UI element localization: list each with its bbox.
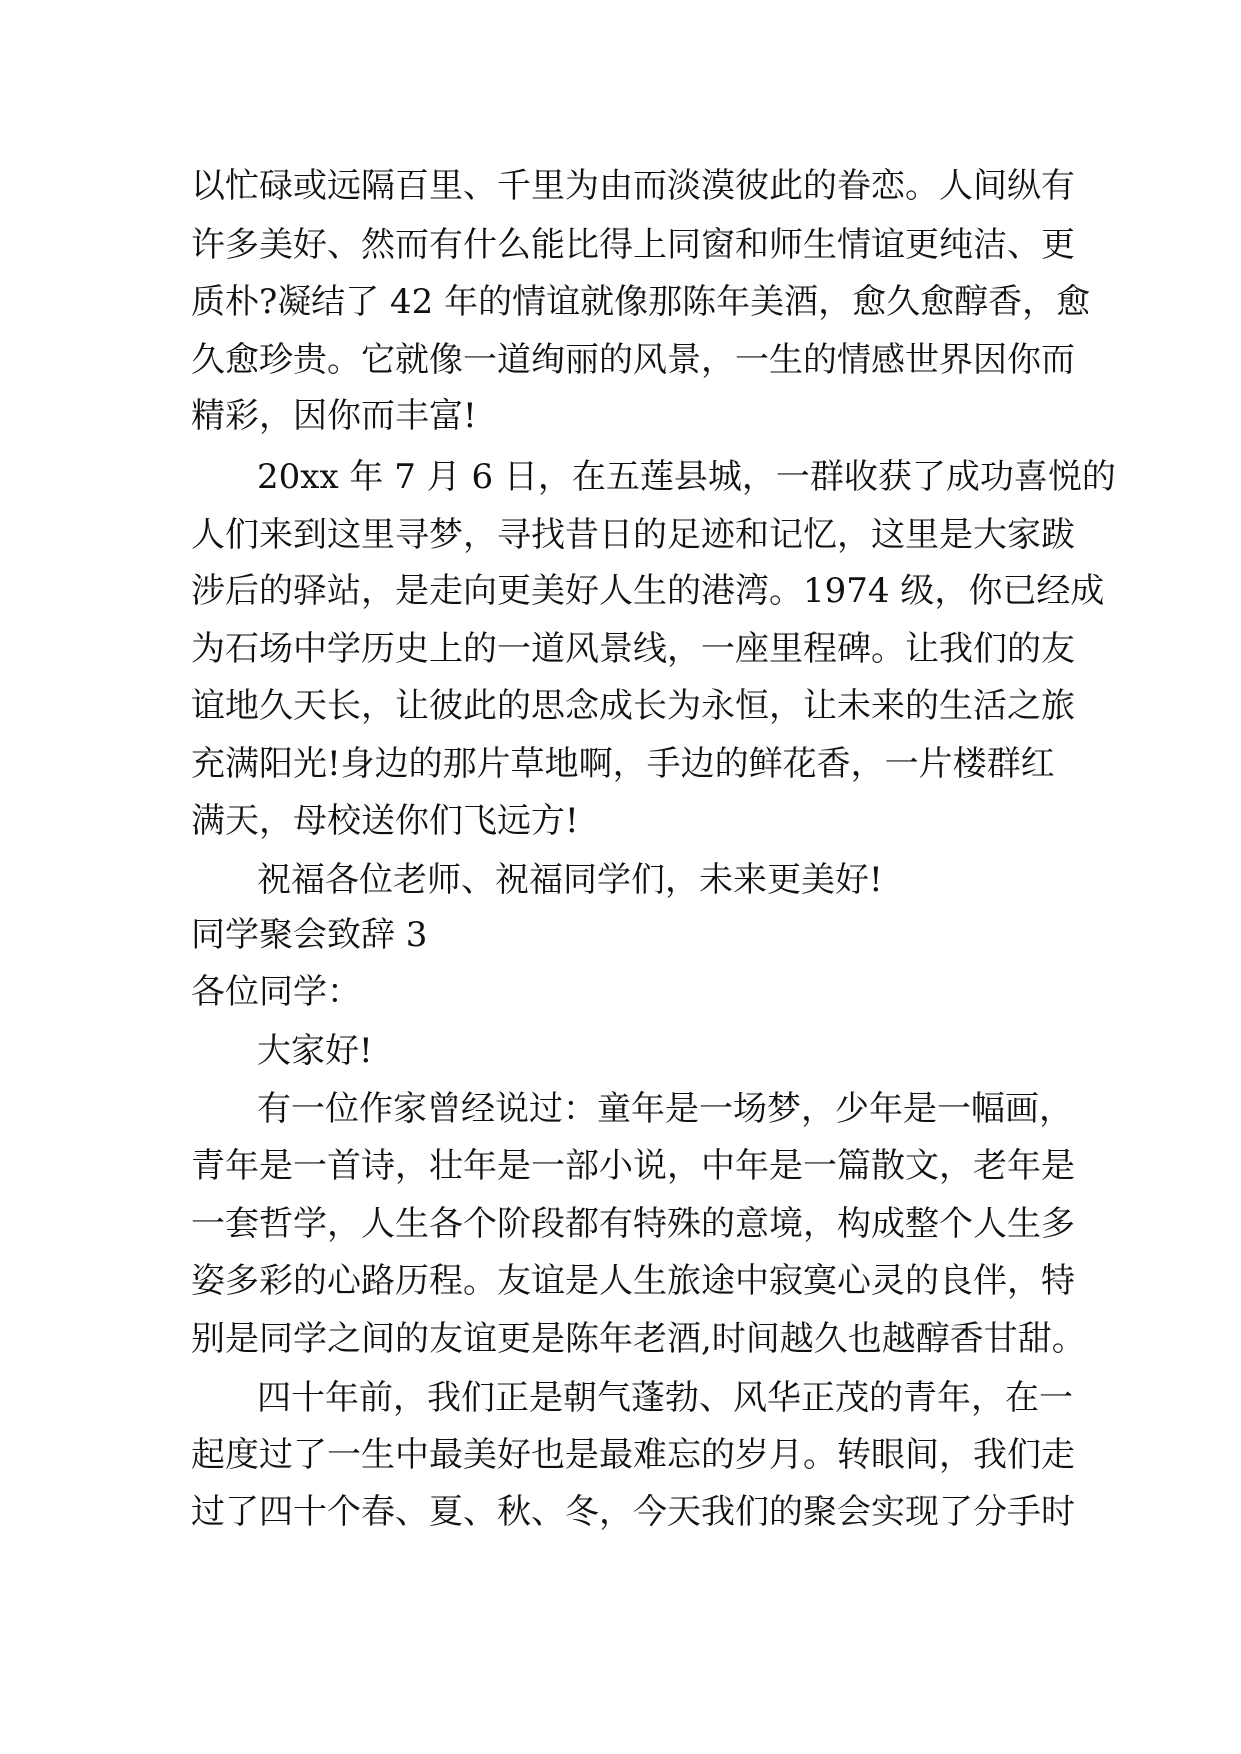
paragraph-line: 涉后的驿站，是走向更美好人生的港湾。1974 级，你已经成 bbox=[191, 571, 1105, 611]
paragraph-line: 别是同学之间的友谊更是陈年老酒,时间越久也越醇香甘甜。 bbox=[191, 1319, 1086, 1359]
paragraph-line: 祝福各位老师、祝福同学们，未来更美好! bbox=[257, 860, 883, 900]
paragraph-line: 以忙碌或远隔百里、千里为由而淡漠彼此的眷恋。人间纵有 bbox=[191, 166, 1075, 206]
paragraph-line: 20xx 年 7 月 6 日，在五莲县城，一群收获了成功喜悦的 bbox=[257, 457, 1116, 497]
greeting: 大家好! bbox=[257, 1031, 373, 1071]
paragraph-line: 青年是一首诗，壮年是一部小说，中年是一篇散文，老年是 bbox=[191, 1146, 1075, 1186]
salutation: 各位同学： bbox=[191, 972, 361, 1012]
paragraph-line: 姿多彩的心路历程。友谊是人生旅途中寂寞心灵的良伴，特 bbox=[191, 1261, 1075, 1301]
paragraph-line: 谊地久天长，让彼此的思念成长为永恒，让未来的生活之旅 bbox=[191, 686, 1075, 726]
paragraph-line: 质朴?凝结了 42 年的情谊就像那陈年美酒，愈久愈醇香，愈 bbox=[191, 282, 1091, 322]
paragraph-line: 精彩，因你而丰富! bbox=[191, 396, 477, 436]
paragraph-line: 有一位作家曾经说过：童年是一场梦，少年是一幅画， bbox=[257, 1089, 1073, 1129]
paragraph-line: 人们来到这里寻梦，寻找昔日的足迹和记忆，这里是大家跋 bbox=[191, 515, 1075, 555]
paragraph-line: 一套哲学，人生各个阶段都有特殊的意境，构成整个人生多 bbox=[191, 1204, 1075, 1244]
paragraph-line: 起度过了一生中最美好也是最难忘的岁月。转眼间，我们走 bbox=[191, 1435, 1075, 1475]
section-heading: 同学聚会致辞 3 bbox=[191, 915, 428, 955]
paragraph-line: 久愈珍贵。它就像一道绚丽的风景，一生的情感世界因你而 bbox=[191, 340, 1075, 380]
paragraph-line: 充满阳光!身边的那片草地啊，手边的鲜花香，一片楼群红 bbox=[191, 744, 1055, 784]
paragraph-line: 为石场中学历史上的一道风景线，一座里程碑。让我们的友 bbox=[191, 629, 1075, 669]
paragraph-line: 满天，母校送你们飞远方! bbox=[191, 801, 579, 841]
paragraph-line: 许多美好、然而有什么能比得上同窗和师生情谊更纯洁、更 bbox=[191, 225, 1075, 265]
paragraph-line: 四十年前，我们正是朝气蓬勃、风华正茂的青年，在一 bbox=[257, 1378, 1073, 1418]
paragraph-line: 过了四十个春、夏、秋、冬，今天我们的聚会实现了分手时 bbox=[191, 1492, 1075, 1532]
